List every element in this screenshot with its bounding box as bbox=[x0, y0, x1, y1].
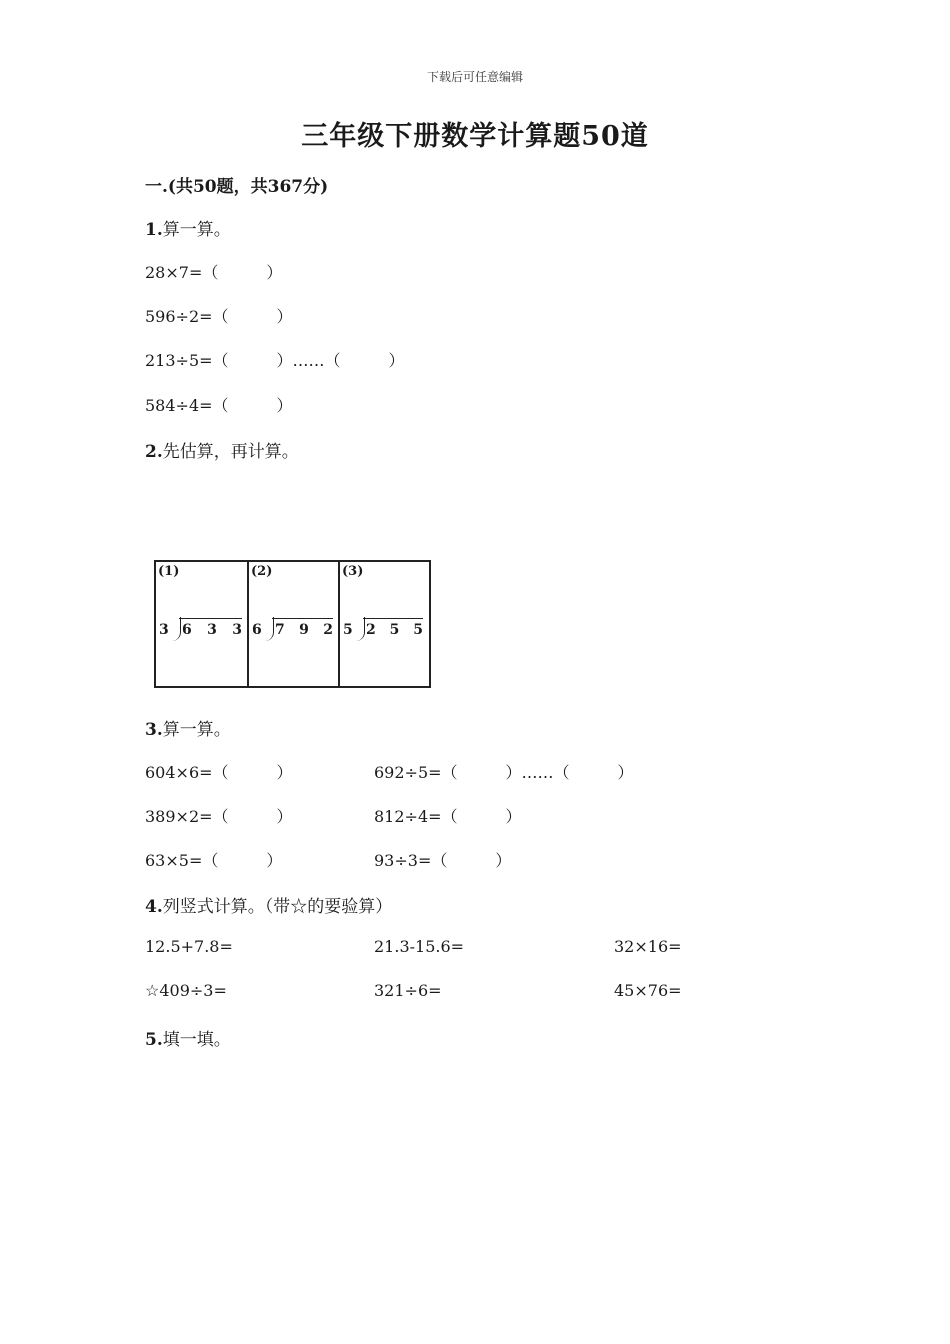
question-number: 1. bbox=[145, 220, 163, 240]
dividend-digit: 5 bbox=[389, 622, 400, 638]
cell-label: (1) bbox=[158, 564, 180, 579]
division-bracket bbox=[172, 617, 181, 641]
q3-row-1-col-2: 692÷5=（ ）……（ ） bbox=[374, 763, 634, 782]
division-line bbox=[272, 618, 333, 619]
dividend-digit: 7 bbox=[275, 622, 285, 638]
q3-row-2-col-1: 389×2=（ ） bbox=[145, 807, 293, 826]
dividend bbox=[182, 622, 242, 638]
division-cell-3 bbox=[338, 562, 429, 686]
question-2-heading bbox=[145, 437, 299, 462]
q4-row-1-col-3: 32×16= bbox=[614, 937, 682, 956]
division-cell-2 bbox=[247, 562, 339, 686]
dividend bbox=[366, 622, 423, 638]
question-number: 3. bbox=[145, 720, 163, 740]
question-4-heading bbox=[145, 892, 392, 917]
cell-label: (2) bbox=[251, 564, 273, 579]
division-cell-1 bbox=[156, 562, 248, 686]
q3-row-3-col-1: 63×5=（ ） bbox=[145, 851, 283, 870]
question-number: 5. bbox=[145, 1030, 163, 1050]
q3-row-3-col-2: 93÷3=（ ） bbox=[374, 851, 512, 870]
division-bracket bbox=[356, 617, 365, 641]
q1-line-3: 213÷5=（ ）……（ ） bbox=[145, 351, 405, 370]
q3-row-2-col-2: 812÷4=（ ） bbox=[374, 807, 522, 826]
q4-row-1-col-2: 21.3-15.6= bbox=[374, 937, 465, 956]
divisor: 6 bbox=[252, 622, 262, 638]
question-prompt: 算一算。 bbox=[162, 720, 231, 740]
cell-label: (3) bbox=[342, 564, 364, 579]
q1-line-4: 584÷4=（ ） bbox=[145, 396, 293, 415]
dividend-digit: 2 bbox=[323, 622, 333, 638]
dividend bbox=[275, 622, 333, 638]
dividend-digit: 3 bbox=[207, 622, 217, 638]
divisor: 3 bbox=[159, 622, 169, 638]
section-heading: 一.(共50题，共367分) bbox=[145, 177, 329, 197]
dividend-digit: 5 bbox=[413, 622, 423, 638]
page-title: 三年级下册数学计算题50道 bbox=[301, 121, 649, 152]
header-note: 下载后可任意编辑 bbox=[426, 70, 523, 84]
division-line bbox=[363, 618, 423, 619]
question-prompt: 算一算。 bbox=[162, 220, 231, 240]
question-prompt: 填一填。 bbox=[162, 1030, 231, 1050]
question-3-heading bbox=[145, 715, 231, 740]
dividend-digit: 2 bbox=[366, 622, 376, 638]
q4-row-2-col-3: 45×76= bbox=[614, 981, 682, 1000]
dividend-digit: 6 bbox=[182, 622, 192, 638]
division-line bbox=[179, 618, 242, 619]
question-1-heading bbox=[145, 215, 231, 240]
q1-line-1: 28×7=（ ） bbox=[145, 263, 283, 282]
q1-line-2: 596÷2=（ ） bbox=[145, 307, 293, 326]
q4-row-1-col-1: 12.5+7.8= bbox=[145, 937, 233, 956]
q3-row-1-col-1: 604×6=（ ） bbox=[145, 763, 293, 782]
dividend-digit: 9 bbox=[299, 622, 309, 638]
q4-row-2-col-2: 321÷6= bbox=[374, 981, 442, 1000]
question-prompt: 列竖式计算。（带☆的要验算） bbox=[162, 897, 393, 917]
q4-row-2-col-1: ☆409÷3= bbox=[145, 981, 227, 1000]
question-number: 2. bbox=[145, 442, 163, 462]
dividend-digit: 3 bbox=[232, 622, 242, 638]
question-prompt: 先估算，再计算。 bbox=[162, 442, 299, 462]
divisor: 5 bbox=[343, 622, 353, 638]
question-5-heading bbox=[145, 1025, 231, 1050]
division-bracket bbox=[265, 617, 274, 641]
long-division-figure bbox=[154, 560, 431, 688]
question-number: 4. bbox=[145, 897, 163, 917]
